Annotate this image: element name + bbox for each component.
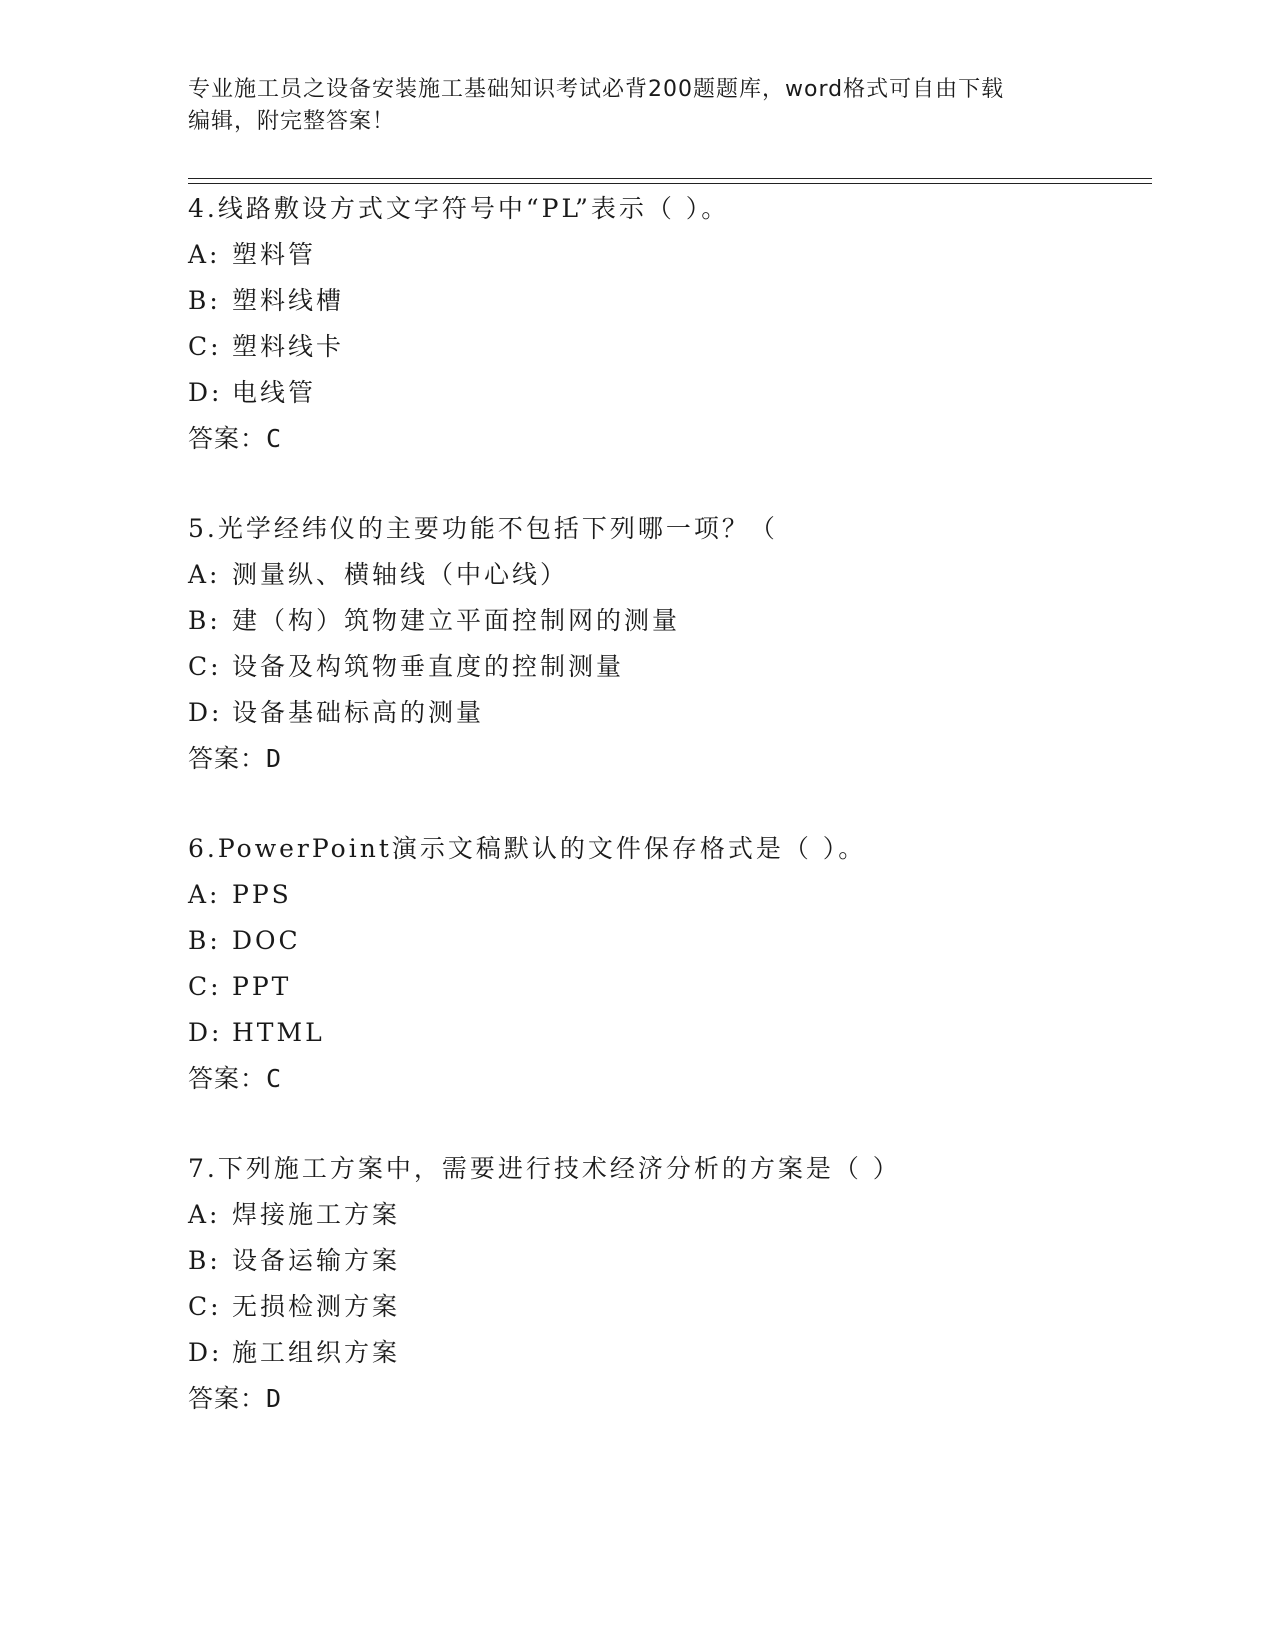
option-c — [188, 1284, 1148, 1330]
option-d — [188, 1010, 1148, 1056]
option-c — [188, 644, 1148, 690]
option-text: 无损检测方案 — [232, 1292, 401, 1321]
header-divider-bottom — [188, 183, 1152, 184]
option-text: 塑料线槽 — [232, 286, 345, 315]
option-text: 塑料管 — [232, 240, 317, 269]
question-stem: 4.线路敷设方式文字符号中“PL”表示（ ）。 — [188, 194, 730, 223]
option-text: 设备运输方案 — [232, 1246, 401, 1275]
option-text: 测量纵、横轴线（中心线） — [232, 560, 569, 589]
option-text: PPS — [232, 880, 292, 909]
header-line-1: 专业施工员之设备安装施工基础知识考试必背200题题库，word格式可自由下载 — [188, 77, 1005, 102]
answer-value: D — [266, 744, 283, 773]
option-text: HTML — [232, 1018, 325, 1047]
option-text: 施工组织方案 — [232, 1338, 401, 1367]
option-letter: C: — [188, 1292, 222, 1321]
question-stem: 5.光学经纬仪的主要功能不包括下列哪一项？（ — [188, 514, 778, 543]
option-letter: C: — [188, 972, 222, 1001]
option-letter: A: — [188, 1200, 221, 1229]
option-letter: D: — [188, 698, 223, 727]
option-text: 设备基础标高的测量 — [232, 698, 485, 727]
option-text: 电线管 — [232, 378, 317, 407]
answer-value: C — [266, 424, 283, 453]
option-letter: C: — [188, 332, 222, 361]
question-block — [188, 826, 1148, 1102]
question-stem: 6.PowerPoint演示文稿默认的文件保存格式是（ ）。 — [188, 834, 867, 863]
answer-label: 答案： — [188, 1064, 267, 1093]
option-b — [188, 918, 1148, 964]
option-a — [188, 552, 1148, 598]
option-letter: B: — [188, 1246, 221, 1275]
answer-line — [188, 416, 1148, 462]
answer-label: 答案： — [188, 1384, 267, 1413]
option-text: 设备及构筑物垂直度的控制测量 — [232, 652, 625, 681]
question-stem: 7.下列施工方案中，需要进行技术经济分析的方案是（ ） — [188, 1154, 901, 1183]
answer-line — [188, 1056, 1148, 1102]
answer-value: C — [266, 1064, 283, 1093]
option-b — [188, 598, 1148, 644]
option-text: 焊接施工方案 — [232, 1200, 401, 1229]
document-header — [188, 74, 1088, 138]
answer-line — [188, 1376, 1148, 1422]
option-letter: A: — [188, 240, 221, 269]
question-block — [188, 506, 1148, 782]
option-d — [188, 370, 1148, 416]
option-text: PPT — [232, 972, 292, 1001]
option-text: DOC — [232, 926, 301, 955]
answer-value: D — [266, 1384, 283, 1413]
option-c — [188, 324, 1148, 370]
option-a — [188, 1192, 1148, 1238]
option-letter: D: — [188, 1338, 223, 1367]
option-text: 建（构）筑物建立平面控制网的测量 — [232, 606, 681, 635]
option-b — [188, 1238, 1148, 1284]
header-line-2: 编辑，附完整答案！ — [188, 109, 396, 134]
answer-line — [188, 736, 1148, 782]
option-d — [188, 690, 1148, 736]
option-letter: C: — [188, 652, 222, 681]
answer-label: 答案： — [188, 424, 267, 453]
option-letter: A: — [188, 560, 221, 589]
option-letter: A: — [188, 880, 221, 909]
option-a — [188, 872, 1148, 918]
question-block — [188, 1146, 1148, 1422]
option-c — [188, 964, 1148, 1010]
option-text: 塑料线卡 — [232, 332, 345, 361]
option-d — [188, 1330, 1148, 1376]
option-b — [188, 278, 1148, 324]
option-letter: B: — [188, 286, 221, 315]
header-divider-top — [188, 178, 1152, 179]
question-block — [188, 186, 1148, 462]
option-a — [188, 232, 1148, 278]
option-letter: B: — [188, 926, 221, 955]
option-letter: D: — [188, 1018, 223, 1047]
option-letter: D: — [188, 378, 223, 407]
option-letter: B: — [188, 606, 221, 635]
answer-label: 答案： — [188, 744, 267, 773]
